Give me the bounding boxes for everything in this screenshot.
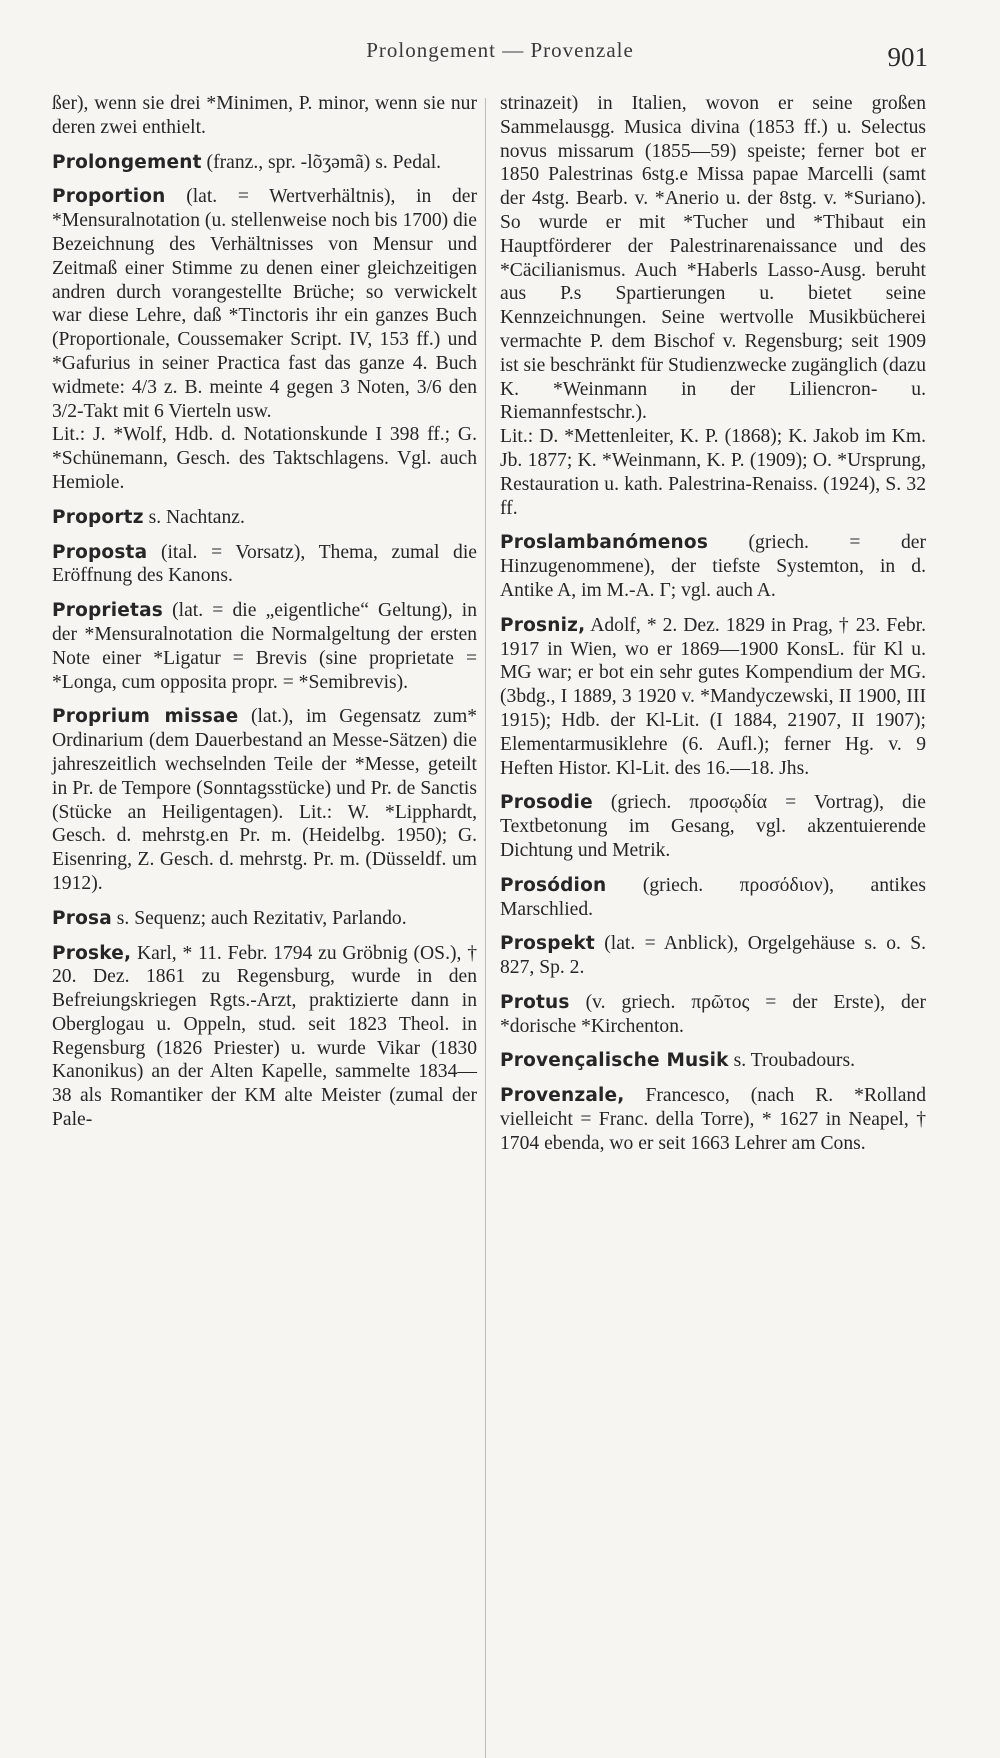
entry-prospekt xyxy=(500,932,926,980)
entry-text: (griech. προσόδιον), antikes Marschlied. xyxy=(500,874,926,920)
entry-text: Francesco, (nach R. *Rolland vielleicht = Franc. della Torre), * 1627 in Neapel, † 1704 ebenda, wo er seit 1663 Lehrer am Cons. xyxy=(500,1085,926,1154)
literature-note: Lit.: J. *Wolf, Hdb. d. Notationskunde I 398 ff.; G. *Schünemann, Gesch. des Taktschlagens. Vgl. auch Hemiole. xyxy=(52,424,477,493)
headword: Prospekt xyxy=(500,933,595,955)
entry-prosodion xyxy=(500,874,926,922)
entry-text: (lat. = Wertverhältnis), in der *Mensuralnotation (u. stellenweise noch bis 1700) die Bezeichnung des Verhältnisses von Mensur und Zeitmaß einer Stimme zu denen einer gleichzeitigen andren durch vorangestellte Brüche; so verwickelt war diese Lehre, daß *Tinctoris ihr ein ganzes Buch (Proportionale, Coussemaker Script. IV, 153 ff.) und *Gafurius in seiner Practica fast das ganze 4. Buch widmete: 4/3 z. B. meinte 4 gegen 3 Noten, 3/6 den 3/2-Takt mit 6 Vierteln usw. xyxy=(52,186,477,422)
left-column xyxy=(52,92,477,1143)
entry-prolongement xyxy=(52,151,477,175)
headword: Prosniz, xyxy=(500,614,586,636)
headword: Prolongement xyxy=(52,151,202,173)
entry-proportz xyxy=(52,506,477,530)
column-divider xyxy=(485,98,486,1758)
entry-text: (lat. = die „eigentliche“ Geltung), in der *Mensuralnotation die Normalgeltung der ersten Note einer *Ligatur = Brevis (sine proprietate = *Longa, cum opposita propr. = *Semibrevis). xyxy=(52,600,477,693)
right-column xyxy=(500,92,926,1167)
headword: Proske, xyxy=(52,942,132,964)
headword: Provenzale, xyxy=(500,1085,625,1107)
page-number: 901 xyxy=(887,42,928,72)
entry-text: (franz., spr. -lõʒəmã) s. Pedal. xyxy=(201,151,442,173)
entry-prosodie xyxy=(500,791,926,862)
entry-proslambanomenos xyxy=(500,531,926,602)
headword: Proslambanómenos xyxy=(500,532,709,554)
entry-text: (v. griech. πρῶτος = der Erste), der *dorische *Kirchenton. xyxy=(500,991,926,1037)
entry-provencalische-musik xyxy=(500,1049,926,1073)
headword: Protus xyxy=(500,991,570,1013)
entry-protus xyxy=(500,991,926,1039)
entry-text: (griech. προσῳδία = Vortrag), die Textbetonung im Gesang, vgl. akzentuierende Dichtung und Metrik. xyxy=(500,792,926,861)
entry-proske xyxy=(52,942,477,1132)
headword: Prosa xyxy=(52,907,112,929)
entry-proprietas xyxy=(52,599,477,694)
entry-minimen-continuation: ßer), wenn sie drei *Minimen, P. minor, wenn sie nur deren zwei enthielt. xyxy=(52,93,477,138)
entry-provenzale xyxy=(500,1084,926,1155)
headword: Prosodie xyxy=(500,792,593,814)
literature-note: Lit.: D. *Mettenleiter, K. P. (1868); K. Jakob im Km. Jb. 1877; K. *Weinmann, K. P. (1909); O. *Ursprung, Restauration u. kath. Palestrina-Renaiss. (1924), S. 32 ff. xyxy=(500,426,926,519)
entry-proposta xyxy=(52,541,477,589)
headword: Proportion xyxy=(52,186,166,208)
entry-prosa xyxy=(52,907,477,931)
headword: Proposta xyxy=(52,541,148,563)
running-title: Prolongement — Provenzale xyxy=(366,38,634,62)
entry-text: s. Troubadours. xyxy=(728,1050,855,1072)
headword: Proprium missae xyxy=(52,706,239,728)
entry-text: Adolf, * 2. Dez. 1829 in Prag, † 23. Febr. 1917 in Wien, wo er 1869—1900 KonsL. für Kl u. MG war; er bot ein sehr gutes Kompendium der MG. (3bdg., I 1889, 3 1920 v. *Mandyczewski, II 1900, III 1915); Hdb. der Kl-Lit. (I 1884, 21907, II 1907); Elementarmusiklehre (6. Aufl.); ferner Hg. v. 9 Heften Histor. Kl-Lit. des 16.—18. Jhs. xyxy=(500,614,926,779)
headword: Prosódion xyxy=(500,874,607,896)
entry-prosniz xyxy=(500,614,926,781)
headword: Proprietas xyxy=(52,600,163,622)
entry-text: s. Sequenz; auch Rezitativ, Parlando. xyxy=(111,907,407,929)
entry-proske-continuation xyxy=(500,92,926,520)
entry-text: (ital. = Vorsatz), Thema, zumal die Eröffnung des Kanons. xyxy=(52,541,477,587)
entry-text: (griech. = der Hinzugenommene), der tiefste Systemton, in d. Antike A, im M.-A. Γ; vgl. auch A. xyxy=(500,532,926,601)
entry-text: strinazeit) in Italien, wovon er seine großen Sammelausgg. Musica divina (1853 ff.) u. Selectus novus missarum (1855—59) speiste; ferner bot er 1850 Palestrinas 6stg.e Missa papae Marcelli (samt der 4stg. Bearb. v. *Anerio u. der 8stg. v. *Suriano). So wurde er mit *Tucher und *Thibaut ein Hauptförderer der Palestrinarenaissance und des *Cäcilianismus. Auch *Haberls Lasso-Ausg. beruht aus P.s Spartierungen u. bietet seine Kennzeichnungen. Seine wertvolle Musikbücherei vermachte P. dem Bischof v. Regensburg; seit 1909 ist sie beschränkt für Studienzwecke zugänglich (dazu K. *Weinmann in der Liliencron- u. Riemannfestschr.). xyxy=(500,93,926,424)
entry-proprium-missae xyxy=(52,705,477,895)
entry-text: s. Nachtanz. xyxy=(143,506,245,528)
headword: Provençalische Musik xyxy=(500,1050,729,1072)
entry-proportion xyxy=(52,185,477,494)
entry-text: (lat. = Anblick), Orgelgehäuse s. o. S. 827, Sp. 2. xyxy=(500,933,926,979)
entry-text: (lat.), im Gegensatz zum* Ordinarium (dem Dauerbestand an Messe-Sätzen) die jahreszeitlich wechselnden Teile der *Messe, geteilt in Pr. de Tempore (Sonntagsstücke) und Pr. de Sanctis (Stücke an Heiligentagen). Lit.: W. *Lipphardt, Gesch. d. mehrstg.en Pr. m. (Heidelbg. 1950); G. Eisenring, Z. Gesch. d. mehrstg. Pr. m. (Düsseldf. um 1912). xyxy=(52,706,477,894)
headword: Proportz xyxy=(52,506,144,528)
entry-text: Karl, * 11. Febr. 1794 zu Gröbnig (OS.), † 20. Dez. 1861 zu Regensburg, wurde in den Befreiungskriegen Rgts.-Arzt, praktizierte dann in Oberglogau u. Oppeln, stud. seit 1823 Theol. in Regensburg (1826 Priester) u. wurde Vikar (1830 Kanonikus) an der Alten Kapelle, sammelte 1834—38 als Romantiker der KM alte Meister (zumal der Pale- xyxy=(52,942,477,1131)
